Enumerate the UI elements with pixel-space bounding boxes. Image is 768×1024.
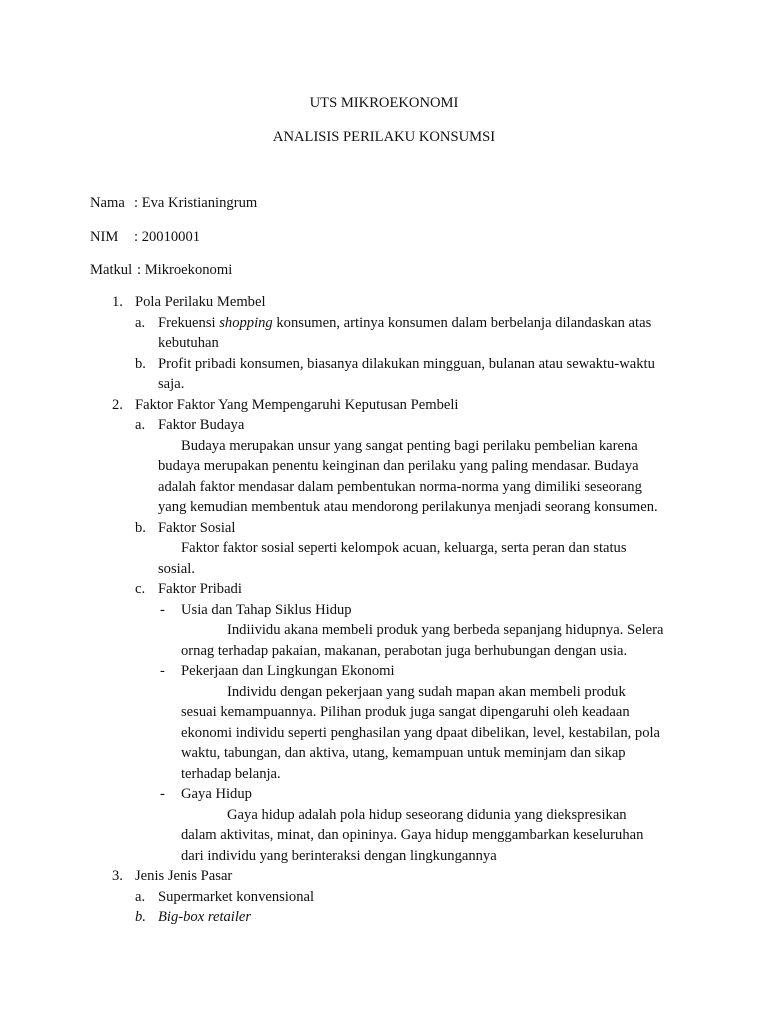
subitem-pekerjaan-line-4: waktu, tabungan, dan aktiva, utang, kemampuan untuk meminjam dan sikap <box>181 745 626 761</box>
section-1-number: 1. <box>112 294 123 310</box>
nama-label: Nama <box>90 195 125 211</box>
section-2-heading: Faktor Faktor Yang Mempengaruhi Keputusan Pembeli <box>135 397 459 413</box>
nim-label: NIM <box>90 229 119 245</box>
subitem-usia-heading: Usia dan Tahap Siklus Hidup <box>181 602 352 618</box>
subitem-gaya-hidup-marker: - <box>160 786 165 802</box>
item-2a-line-4: yang kemudian membentuk atau mendorong perilakunya menjadi seorang konsumen. <box>158 499 658 515</box>
subitem-usia-marker: - <box>160 602 165 618</box>
matkul-value: : Mikroekonomi <box>137 262 233 278</box>
item-2b-marker: b. <box>135 520 146 536</box>
section-1-heading: Pola Perilaku Membel <box>135 294 266 310</box>
item-3a-marker: a. <box>135 889 146 905</box>
subitem-gaya-hidup-line-3: dari individu yang berinteraksi dengan lingkungannya <box>181 848 497 864</box>
document-subtitle: ANALISIS PERILAKU KONSUMSI <box>272 129 496 145</box>
item-2a-marker: a. <box>135 417 146 433</box>
subitem-usia-line-2: ornag terhadap pakaian, makanan, perabotan juga berhubungan dengan usia. <box>181 643 628 659</box>
item-2c-marker: c. <box>135 581 146 597</box>
item-1a-line-1: Frekuensi shopping konsumen, artinya konsumen dalam berbelanja dilandaskan atas <box>158 315 652 331</box>
section-3-number: 3. <box>112 868 123 884</box>
item-2a-line-3: adalah faktor mendasar dalam pembentukan norma-norma yang dimiliki seseorang <box>158 479 642 495</box>
subitem-usia-line-1: Indiividu akana membeli produk yang berbeda sepanjang hidupnya. Selera <box>227 622 664 638</box>
item-2c-heading: Faktor Pribadi <box>158 581 242 597</box>
item-3b-text: Big-box retailer <box>158 909 252 925</box>
item-1b-line-1: Profit pribadi konsumen, biasanya dilakukan mingguan, bulanan atau sewaktu-waktu <box>158 356 655 372</box>
subitem-gaya-hidup-heading: Gaya Hidup <box>181 786 252 802</box>
subitem-gaya-hidup-line-2: dalam aktivitas, minat, dan opininya. Gaya hidup menggambarkan keseluruhan <box>181 827 644 843</box>
nim-value: : 20010001 <box>134 229 201 245</box>
item-2b-line-1: Faktor faktor sosial seperti kelompok acuan, keluarga, serta peran dan status <box>181 540 627 556</box>
document-title: UTS MIKROEKONOMI <box>309 95 459 111</box>
item-3b-marker: b. <box>135 909 146 925</box>
subitem-pekerjaan-line-2: sesuai kemampuannya. Pilihan produk juga sangat dipengaruhi oleh keadaan <box>181 704 630 720</box>
subitem-pekerjaan-line-3: ekonomi individu seperti penghasilan yang dpaat dibelikan, level, kestabilan, pola <box>181 725 661 741</box>
item-2a-line-1: Budaya merupakan unsur yang sangat penting bagi perilaku pembelian karena <box>181 438 638 454</box>
subitem-pekerjaan-line-5: terhadap belanja. <box>181 766 281 782</box>
nama-value: : Eva Kristianingrum <box>134 195 258 211</box>
subitem-gaya-hidup-line-1: Gaya hidup adalah pola hidup seseorang didunia yang diekspresikan <box>227 807 627 823</box>
item-1b-line-2: saja. <box>158 376 185 392</box>
section-3-heading: Jenis Jenis Pasar <box>135 868 233 884</box>
item-2b-heading: Faktor Sosial <box>158 520 236 536</box>
subitem-pekerjaan-marker: - <box>160 663 165 679</box>
section-2-number: 2. <box>112 397 123 413</box>
subitem-pekerjaan-heading: Pekerjaan dan Lingkungan Ekonomi <box>181 663 395 679</box>
item-2b-line-2: sosial. <box>158 561 195 577</box>
item-2a-line-2: budaya merupakan penentu keinginan dan perilaku yang paling mendasar. Budaya <box>158 458 639 474</box>
item-1a-line-2: kebutuhan <box>158 335 219 351</box>
item-2a-heading: Faktor Budaya <box>158 417 245 433</box>
item-1a-marker: a. <box>135 315 146 331</box>
subitem-pekerjaan-line-1: Individu dengan pekerjaan yang sudah mapan akan membeli produk <box>227 684 626 700</box>
matkul-label: Matkul <box>90 262 133 278</box>
item-1b-marker: b. <box>135 356 146 372</box>
item-3a-text: Supermarket konvensional <box>158 889 315 905</box>
